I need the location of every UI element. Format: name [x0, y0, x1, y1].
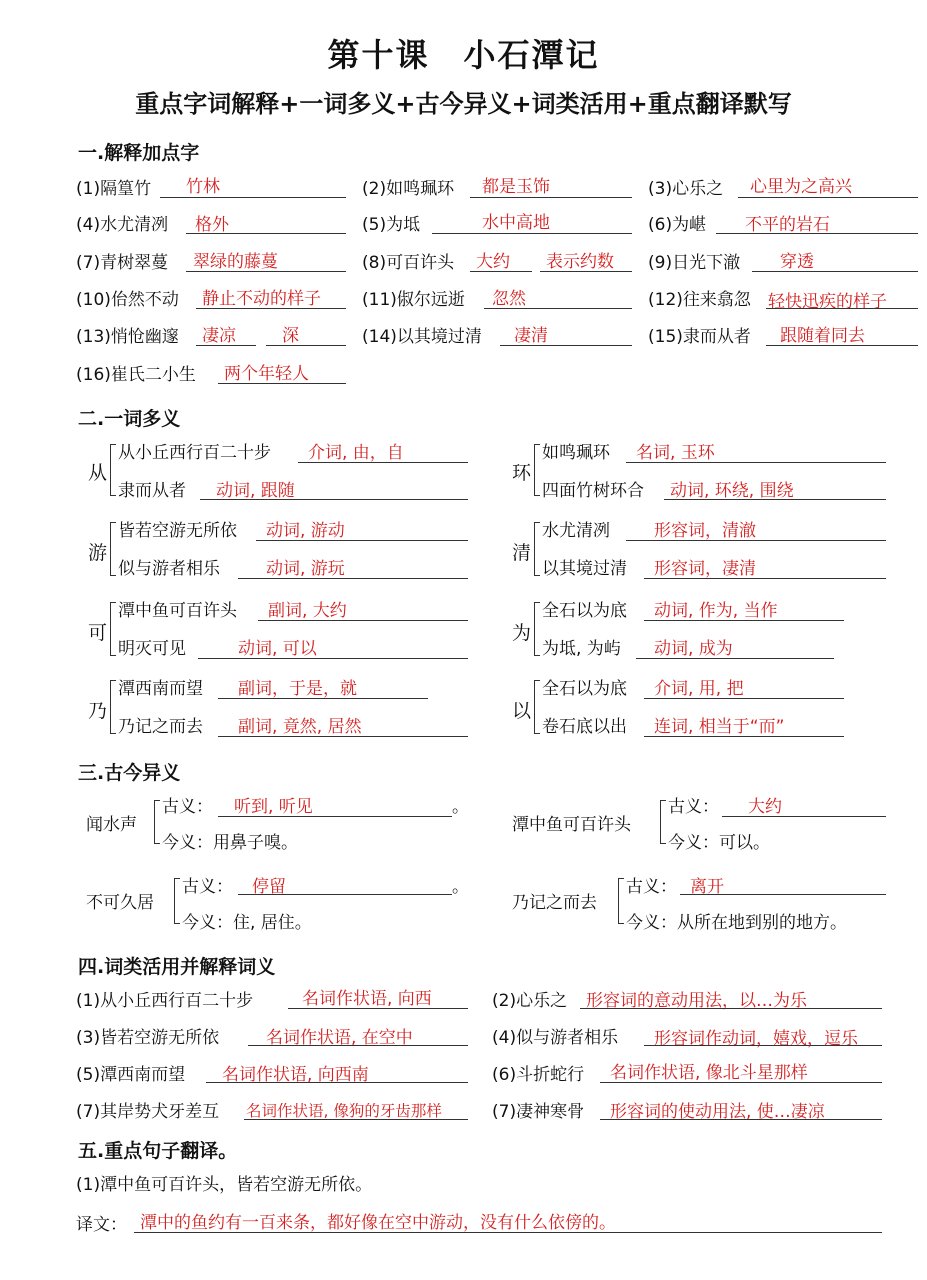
s2-q1b: 隶而从者 [118, 481, 186, 501]
s1-a8: 大约 [476, 252, 510, 272]
s2-a2a: 名词, 玉环 [636, 443, 715, 463]
s2-a3a: 动词, 游动 [266, 521, 345, 541]
s1-q4: (4)水尤清冽 [76, 215, 169, 235]
s1-q11: (11)俶尔远逝 [362, 290, 465, 310]
s2-word-7: 乃 [88, 700, 108, 722]
s3-brace-3 [174, 878, 180, 924]
s2-word-3: 游 [88, 542, 108, 564]
s4-line2 [580, 1008, 882, 1009]
s2-line6a [644, 620, 844, 621]
s1-line10 [196, 308, 346, 309]
s2-a4a: 形容词，清澈 [654, 521, 756, 541]
section-2-heading: 二.一词多义 [78, 408, 181, 430]
s4-a1: 名词作状语, 向西 [302, 989, 432, 1009]
s1-q7: (7)青树翠蔓 [76, 253, 169, 273]
s1-line13b [266, 345, 346, 346]
s4-line5 [206, 1082, 468, 1083]
s1-line8a [470, 271, 532, 272]
s2-word-8: 以 [512, 700, 532, 722]
s2-line2b [664, 499, 886, 500]
s1-a12: 轻快迅疾的样子 [768, 292, 887, 312]
s2-brace-2 [534, 444, 540, 496]
s3-word-2: 潭中鱼可百许头 [512, 815, 631, 835]
s3-gu-end-3: 。 [452, 877, 469, 897]
s2-line6b [636, 658, 834, 659]
s2-a2b: 动词, 环绕, 围绕 [670, 481, 794, 501]
s4-q1: (1)从小丘西行百二十步 [76, 991, 254, 1011]
s3-line3 [238, 894, 452, 895]
s2-q5a: 潭中鱼可百许头 [118, 601, 237, 621]
s5-line [134, 1232, 882, 1233]
s2-line5b [198, 658, 468, 659]
s3-jin-1: 今义：用鼻子嗅。 [162, 833, 298, 853]
page-subtitle: 重点字词解释+一词多义+古今异义+词类活用+重点翻译默写 [135, 90, 792, 118]
s2-line1a [298, 462, 468, 463]
s1-line13a [196, 345, 256, 346]
s1-line5 [432, 233, 632, 234]
s1-q2: (2)如鸣珮环 [362, 179, 455, 199]
s2-line4b [644, 578, 886, 579]
s4-line1 [288, 1008, 468, 1009]
s1-a4: 格外 [195, 215, 229, 235]
s1-line3 [738, 197, 918, 198]
s1-q15: (15)隶而从者 [648, 327, 751, 347]
s1-a11: 忽然 [492, 289, 526, 309]
section-1-heading: 一.解释加点字 [78, 142, 200, 164]
s2-line4a [626, 540, 886, 541]
s2-q3a: 皆若空游无所依 [118, 521, 237, 541]
s2-line8a [644, 698, 844, 699]
s1-line6 [716, 233, 918, 234]
s2-q6b: 为坻, 为屿 [542, 639, 621, 659]
s2-line8b [644, 736, 844, 737]
s1-q5: (5)为坻 [362, 215, 421, 235]
s1-a1: 竹林 [186, 177, 220, 197]
s2-word-5: 可 [88, 622, 108, 644]
s2-a7a: 副词，于是，就 [238, 679, 357, 699]
s3-gu-2: 大约 [748, 797, 782, 817]
s2-line7a [218, 698, 428, 699]
s4-q6: (6)斗折蛇行 [492, 1065, 585, 1085]
s2-line3a [256, 540, 468, 541]
s2-word-1: 从 [88, 462, 108, 484]
s1-a14: 凄清 [514, 326, 548, 346]
s2-a5a: 副词, 大约 [268, 601, 347, 621]
s4-line3 [248, 1045, 468, 1046]
s2-q4a: 水尤清冽 [542, 521, 610, 541]
s1-q10: (10)佁然不动 [76, 290, 179, 310]
s1-line11 [484, 308, 632, 309]
s3-gu-label-4: 古义： [626, 877, 677, 897]
page-title: 第十课 小石潭记 [327, 36, 600, 74]
s1-line8b [540, 271, 632, 272]
s4-line4 [644, 1045, 882, 1046]
s3-word-1: 闻水声 [86, 815, 137, 835]
s2-line2a [626, 462, 886, 463]
s2-q5b: 明灭可见 [118, 639, 186, 659]
s4-a8: 形容词的使动用法, 使…凄凉 [610, 1102, 825, 1122]
s4-a4: 形容词作动词，嬉戏，逗乐 [654, 1029, 858, 1049]
s3-word-3: 不可久居 [86, 893, 154, 913]
s2-brace-8 [534, 680, 540, 734]
s3-jin-4: 今义：从所在地到别的地方。 [626, 913, 847, 933]
s1-line12 [766, 308, 918, 309]
section-3-heading: 三.古今异义 [78, 762, 181, 784]
s4-a3: 名词作状语, 在空中 [266, 1028, 413, 1048]
s3-gu-3: 停留 [252, 877, 286, 897]
s2-a1b: 动词, 跟随 [216, 481, 295, 501]
section-5-heading: 五.重点句子翻译。 [78, 1140, 238, 1162]
s5-question: (1)潭中鱼可百许头，皆若空游无所依。 [76, 1175, 373, 1195]
s3-gu-label-1: 古义： [162, 797, 213, 817]
s3-brace-4 [618, 878, 624, 924]
section-4-heading: 四.词类活用并解释词义 [78, 956, 276, 978]
s4-q3: (3)皆若空游无所依 [76, 1028, 220, 1048]
s1-q16: (16)崔氏二小生 [76, 365, 196, 385]
s2-a5b: 动词, 可以 [238, 639, 317, 659]
s3-gu-1: 听到, 听见 [234, 797, 313, 817]
s1-line15 [766, 345, 918, 346]
s3-gu-end-1: 。 [452, 797, 469, 817]
s3-word-4: 乃记之而去 [512, 893, 597, 913]
s1-line4 [186, 233, 346, 234]
s2-a1a: 介词, 由，自 [308, 443, 404, 463]
s1-a8b: 表示约数 [546, 252, 614, 272]
s1-a16: 两个年轻人 [224, 364, 309, 384]
s1-q3: (3)心乐之 [648, 179, 724, 199]
s4-q7: (7)其岸势犬牙差互 [76, 1102, 220, 1122]
s4-line8 [600, 1119, 882, 1120]
s1-a5: 水中高地 [482, 213, 550, 233]
s4-q8: (7)凄神寒骨 [492, 1102, 585, 1122]
s2-a3b: 动词, 游玩 [266, 559, 345, 579]
s3-line4 [680, 894, 886, 895]
s2-a4b: 形容词，凄清 [654, 559, 756, 579]
s2-a8a: 介词, 用, 把 [654, 679, 744, 699]
s1-line16 [218, 383, 346, 384]
s1-q8: (8)可百许头 [362, 253, 455, 273]
s2-q8b: 卷石底以出 [542, 717, 627, 737]
s3-jin-2: 今义：可以。 [668, 833, 770, 853]
s2-brace-6 [534, 602, 540, 656]
s2-q1a: 从小丘西行百二十步 [118, 443, 271, 463]
s1-a13b: 深 [282, 326, 299, 346]
s1-q12: (12)往来翕忽 [648, 290, 751, 310]
s2-q7a: 潭西南而望 [118, 679, 203, 699]
s2-word-2: 环 [512, 462, 532, 484]
s1-line1 [160, 197, 346, 198]
s1-line14 [500, 345, 632, 346]
s1-a13: 凄凉 [202, 326, 236, 346]
s2-a6b: 动词, 成为 [654, 639, 733, 659]
s4-q4: (4)似与游者相乐 [492, 1028, 619, 1048]
s3-gu-4: 离开 [690, 877, 724, 897]
s2-a6a: 动词, 作为, 当作 [654, 601, 778, 621]
s2-line3b [238, 578, 468, 579]
s2-word-4: 清 [512, 542, 532, 564]
s2-brace-5 [110, 602, 116, 656]
s2-word-6: 为 [512, 622, 532, 644]
s1-a6: 不平的岩石 [745, 215, 830, 235]
s5-answer: 潭中的鱼约有一百来条，都好像在空中游动，没有什么依傍的。 [140, 1213, 616, 1233]
s4-a6: 名词作状语, 像北斗星那样 [610, 1063, 808, 1083]
s2-line5a [258, 620, 468, 621]
s1-q13: (13)悄怆幽邃 [76, 327, 179, 347]
s2-a7b: 副词, 竟然, 居然 [238, 717, 362, 737]
s2-q7b: 乃记之而去 [118, 717, 203, 737]
s2-brace-3 [110, 522, 116, 576]
s3-brace-2 [660, 800, 666, 844]
s1-a10: 静止不动的样子 [202, 289, 321, 309]
s2-brace-4 [534, 522, 540, 576]
s4-a5: 名词作状语, 向西南 [222, 1065, 369, 1085]
s1-q6: (6)为嵁 [648, 215, 707, 235]
s4-line7 [244, 1119, 468, 1120]
s2-q4b: 以其境过清 [542, 559, 627, 579]
s1-q9: (9)日光下澈 [648, 253, 741, 273]
s2-q3b: 似与游者相乐 [118, 559, 220, 579]
s1-a2: 都是玉饰 [482, 177, 550, 197]
s2-q8a: 全石以为底 [542, 679, 627, 699]
s3-brace-1 [154, 800, 160, 844]
s5-label: 译文： [76, 1215, 127, 1235]
s2-line7b [218, 736, 468, 737]
s1-a9: 穿透 [780, 252, 814, 272]
s3-jin-3: 今义：住, 居住。 [182, 913, 312, 933]
s2-line1b [200, 499, 468, 500]
s1-line7 [186, 271, 346, 272]
s3-gu-label-3: 古义： [182, 877, 233, 897]
s2-brace-7 [110, 680, 116, 734]
s1-a15: 跟随着同去 [780, 326, 865, 346]
s2-q2a: 如鸣珮环 [542, 443, 610, 463]
s4-line6 [600, 1082, 882, 1083]
s3-line2 [722, 816, 886, 817]
s1-q1: (1)隔篁竹 [76, 179, 152, 199]
s4-q2: (2)心乐之 [492, 991, 568, 1011]
s2-q2b: 四面竹树环合 [542, 481, 644, 501]
s1-line2 [470, 197, 632, 198]
s2-q6a: 全石以为底 [542, 601, 627, 621]
s4-a2: 形容词的意动用法，以…为乐 [586, 991, 807, 1011]
s1-a7: 翠绿的藤蔓 [193, 252, 278, 272]
s3-line1 [218, 816, 452, 817]
s2-brace-1 [110, 444, 116, 496]
s3-gu-label-2: 古义： [668, 797, 719, 817]
s1-line9 [752, 271, 918, 272]
s1-a3: 心里为之高兴 [750, 177, 852, 197]
s4-a7: 名词作状语, 像狗的牙齿那样 [246, 1102, 442, 1120]
s1-q14: (14)以其境过清 [362, 327, 482, 347]
s2-a8b: 连词, 相当于“而” [654, 717, 785, 737]
s4-q5: (5)潭西南而望 [76, 1065, 186, 1085]
